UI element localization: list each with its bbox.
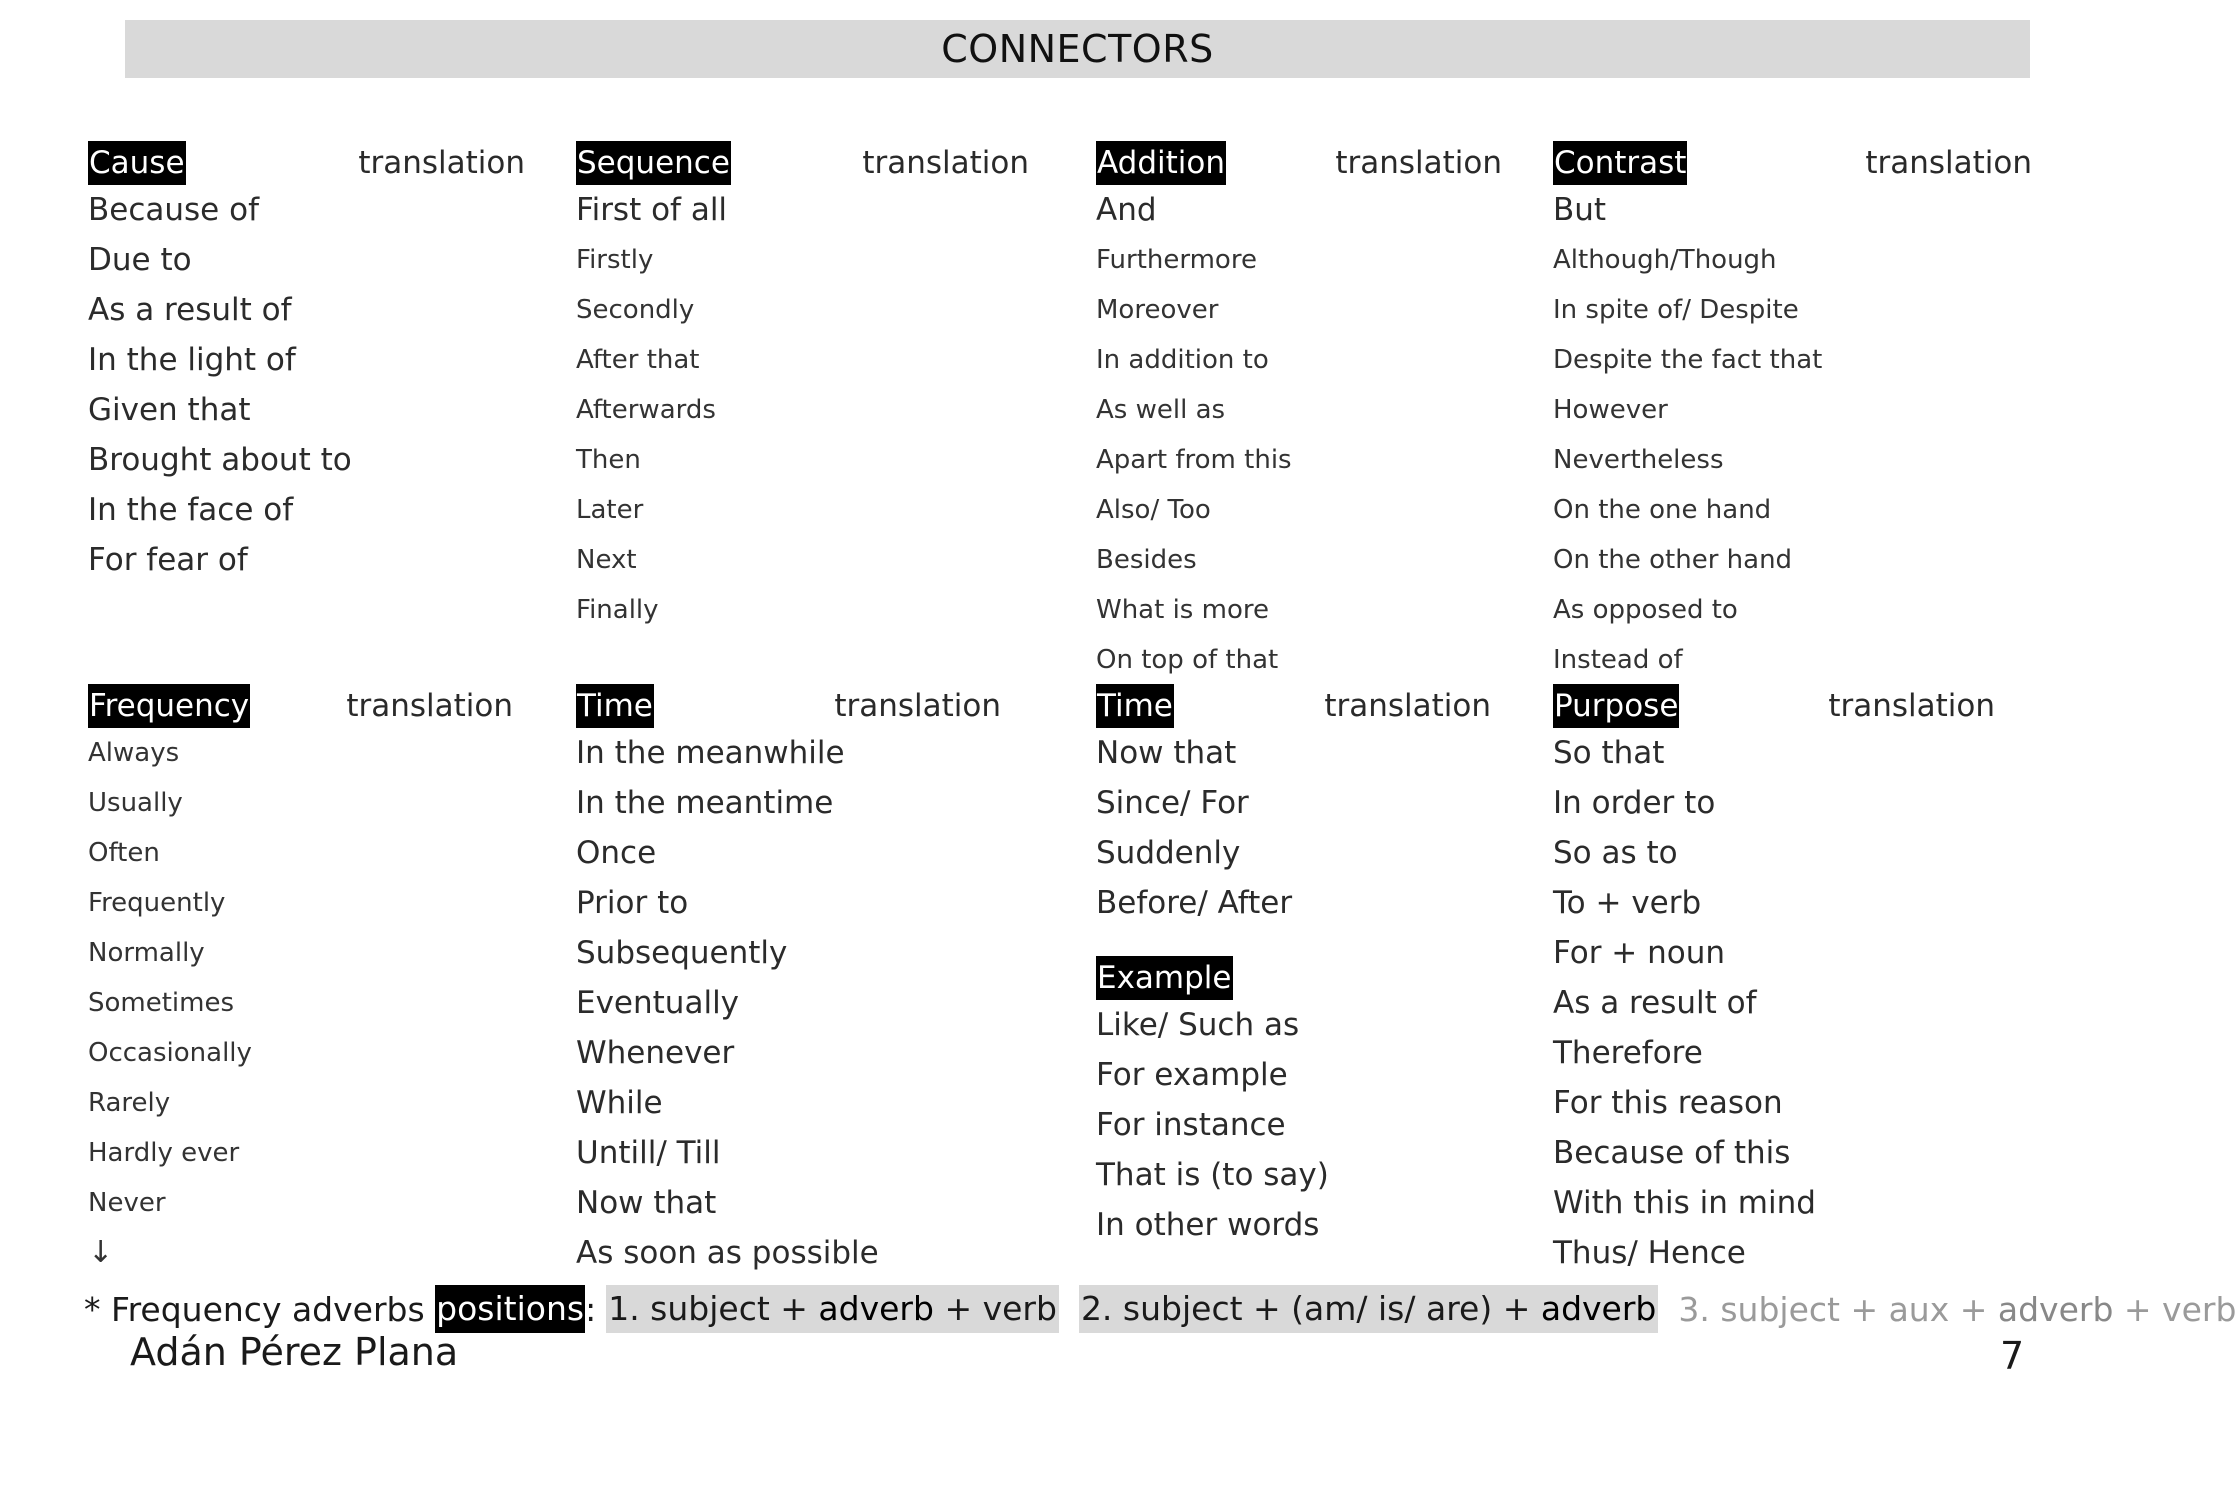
list-item: But (1553, 192, 1607, 228)
list-item: Because of (88, 192, 259, 228)
list-item: With this in mind (1553, 1185, 1816, 1221)
list-item: For fear of (88, 542, 248, 578)
time-1-heading: Time (576, 684, 654, 728)
list-item: Eventually (576, 985, 740, 1021)
list-item: As soon as possible (576, 1235, 879, 1271)
time-1-translation-label: translation (834, 688, 1001, 724)
list-item: What is more (1096, 595, 1269, 625)
time-2-header (1096, 684, 1491, 728)
addition-list-cont (1096, 235, 1502, 685)
addition-list (1096, 185, 1502, 235)
position-1-adverb: adverb (818, 1289, 934, 1328)
sequence-list-cont (576, 235, 1029, 635)
list-item: Brought about to (88, 442, 352, 478)
addition-heading: Addition (1096, 141, 1226, 185)
time-1-list (576, 728, 1001, 1278)
position-2-adverb: adverb (1540, 1289, 1657, 1328)
list-item: After that (576, 345, 700, 375)
contrast-list (1553, 185, 2032, 235)
list-item: Before/ After (1096, 885, 1293, 921)
cause-translation-label: translation (358, 145, 525, 181)
list-item: Thus/ Hence (1553, 1235, 1746, 1271)
list-item: For this reason (1553, 1085, 1783, 1121)
list-item: Whenever (576, 1035, 735, 1071)
list-item: Due to (88, 242, 192, 278)
list-item: That is (to say) (1096, 1157, 1329, 1193)
time-1-header (576, 684, 1001, 728)
list-item: Firstly (576, 245, 654, 275)
list-item: As opposed to (1553, 595, 1738, 625)
list-item: Now that (1096, 735, 1237, 771)
list-item: Occasionally (88, 1038, 252, 1068)
list-item: Prior to (576, 885, 689, 921)
purpose-header (1553, 684, 1995, 728)
frequency-section (88, 684, 513, 1278)
time-2-list (1096, 728, 1491, 928)
list-item: As a result of (1553, 985, 1757, 1021)
cause-header (88, 141, 525, 185)
list-item: Next (576, 545, 637, 575)
list-item: Sometimes (88, 988, 235, 1018)
list-item: Later (576, 495, 644, 525)
list-item: On the other hand (1553, 545, 1793, 575)
position-1-text-c: + verb (933, 1289, 1057, 1328)
sequence-translation-label: translation (862, 145, 1029, 181)
position-3-text (1678, 1290, 2236, 1329)
list-item: In spite of/ Despite (1553, 295, 1799, 325)
down-arrow-icon: ↓ (88, 1235, 114, 1270)
note-colon: : (585, 1289, 597, 1329)
list-item: Since/ For (1096, 785, 1249, 821)
list-item: For instance (1096, 1107, 1286, 1143)
list-item: Untill/ Till (576, 1135, 721, 1171)
list-item: So that (1553, 735, 1665, 771)
list-item: Frequently (88, 888, 226, 918)
frequency-heading: Frequency (88, 684, 250, 728)
list-item: In addition to (1096, 345, 1269, 375)
list-item: In the meanwhile (576, 735, 845, 771)
purpose-section (1553, 684, 1995, 1278)
list-item: Despite the fact that (1553, 345, 1823, 375)
list-item: Rarely (88, 1088, 171, 1118)
list-item: On top of that (1096, 645, 1279, 675)
position-1-box (606, 1285, 1059, 1333)
position-3-text-a: 3. subject + aux + (1678, 1289, 1998, 1329)
contrast-section (1553, 141, 2032, 685)
list-item: Because of this (1553, 1135, 1791, 1171)
list-item: Given that (88, 392, 251, 428)
list-item: Usually (88, 788, 183, 818)
list-item: In other words (1096, 1207, 1320, 1243)
position-1-text-a: 1. subject + (608, 1289, 819, 1328)
example-list (1096, 1000, 1491, 1250)
note-highlight: positions (435, 1285, 585, 1333)
cause-list (88, 185, 525, 585)
sequence-heading: Sequence (576, 141, 731, 185)
frequency-list (88, 728, 513, 1278)
addition-header (1096, 141, 1502, 185)
page-title-bar (125, 20, 2030, 78)
list-item: Therefore (1553, 1035, 1703, 1071)
list-item: Suddenly (1096, 835, 1241, 871)
contrast-translation-label: translation (1865, 145, 2032, 181)
cause-heading: Cause (88, 141, 186, 185)
position-3-adverb: adverb (1997, 1289, 2114, 1329)
time-section-2 (1096, 684, 1491, 1250)
frequency-positions-note (84, 1285, 2236, 1333)
list-item: Then (576, 445, 641, 475)
sequence-list (576, 185, 1029, 235)
list-item: Moreover (1096, 295, 1219, 325)
list-item: Secondly (576, 295, 695, 325)
list-item: While (576, 1085, 663, 1121)
position-2-box (1079, 1285, 1658, 1333)
contrast-list-cont (1553, 235, 2032, 685)
list-item: To + verb (1553, 885, 1702, 921)
list-item: Afterwards (576, 395, 716, 425)
list-item: Normally (88, 938, 205, 968)
position-2-text-a: 2. subject + (am/ is/ are) + (1080, 1289, 1541, 1328)
sequence-section (576, 141, 1029, 635)
list-item: So as to (1553, 835, 1678, 871)
list-item: In order to (1553, 785, 1716, 821)
list-item: Always (88, 738, 180, 768)
list-item: Furthermore (1096, 245, 1257, 275)
list-item: Once (576, 835, 657, 871)
footer-author: Adán Pérez Plana (130, 1330, 459, 1374)
list-item: Subsequently (576, 935, 788, 971)
list-item: First of all (576, 192, 728, 228)
list-item: Also/ Too (1096, 495, 1211, 525)
list-item: As a result of (88, 292, 292, 328)
list-item: For example (1096, 1057, 1288, 1093)
contrast-header (1553, 141, 2032, 185)
frequency-translation-label: translation (346, 688, 513, 724)
list-item: Now that (576, 1185, 717, 1221)
list-item: As well as (1096, 395, 1226, 425)
list-item: On the one hand (1553, 495, 1772, 525)
position-3-text-c: + verb (2113, 1289, 2236, 1329)
list-item: Often (88, 838, 160, 868)
list-item: In the face of (88, 492, 294, 528)
frequency-header (88, 684, 513, 728)
example-heading: Example (1096, 956, 1233, 1000)
list-item: Like/ Such as (1096, 1007, 1300, 1043)
list-item: For + noun (1553, 935, 1726, 971)
list-item: And (1096, 192, 1157, 228)
example-header (1096, 956, 1491, 1000)
purpose-list (1553, 728, 1995, 1278)
list-item: Finally (576, 595, 659, 625)
time-section-1 (576, 684, 1001, 1278)
list-item: In the meantime (576, 785, 834, 821)
list-item: Instead of (1553, 645, 1683, 675)
purpose-translation-label: translation (1828, 688, 1995, 724)
list-item: Never (88, 1188, 166, 1218)
list-item: Although/Though (1553, 245, 1777, 275)
footer-page-number: 7 (2000, 1334, 2025, 1378)
addition-section (1096, 141, 1502, 685)
list-item: Besides (1096, 545, 1197, 575)
list-item: In the light of (88, 342, 296, 378)
cause-section (88, 141, 525, 585)
time-2-translation-label: translation (1324, 688, 1491, 724)
list-item: However (1553, 395, 1668, 425)
page-title: CONNECTORS (941, 27, 1214, 71)
list-item: Apart from this (1096, 445, 1292, 475)
list-item: Hardly ever (88, 1138, 240, 1168)
note-prefix: * Frequency adverbs (84, 1289, 436, 1329)
purpose-heading: Purpose (1553, 684, 1679, 728)
contrast-heading: Contrast (1553, 141, 1687, 185)
addition-translation-label: translation (1335, 145, 1502, 181)
sequence-header (576, 141, 1029, 185)
time-2-heading: Time (1096, 684, 1174, 728)
list-item: Nevertheless (1553, 445, 1724, 475)
